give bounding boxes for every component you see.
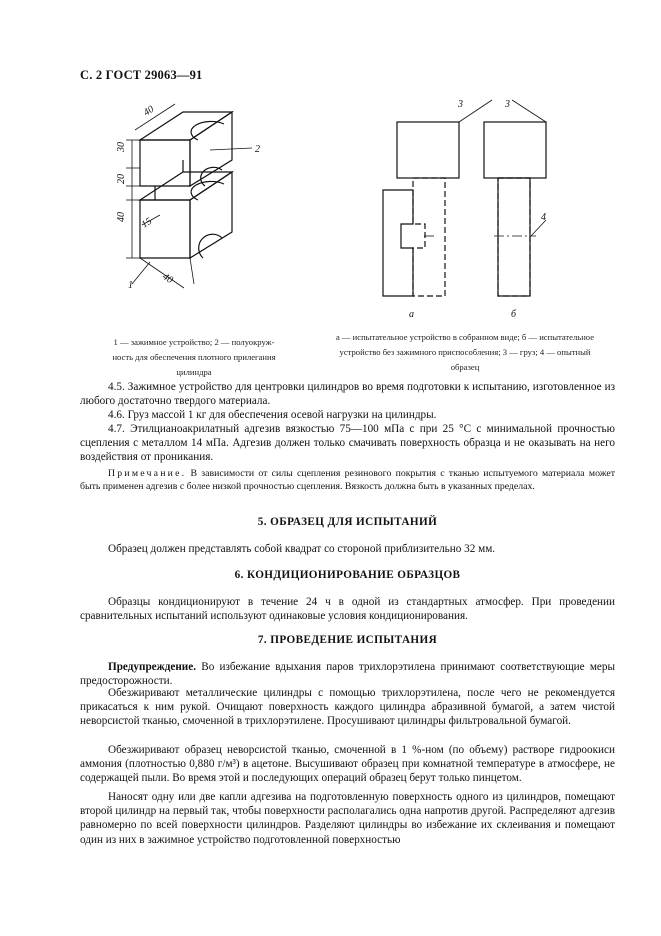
warning-text: Во избежание вдыхания паров трихлорэтилена принимают соответствующие меры предосторожности. [80,661,615,688]
figure1-caption-line2: ность для обеспечения плотного прилегания [112,352,276,362]
dim-30: 30 [116,142,127,152]
warning-label: Предупреждение. [108,661,197,673]
clamp-drawing [140,112,232,258]
page-header: С. 2 ГОСТ 29063—91 [80,68,203,82]
section-6-text: Образцы кондиционируют в течение 24 ч в одной из стандартных атмосфер. При проведении сравнительных испытаний используют одинаковые условия кондиционирования. [80,596,615,623]
dim-20: 20 [116,174,127,184]
section-5-title: 5. ОБРАЗЕЦ ДЛЯ ИСПЫТАНИЙ [257,516,438,528]
callout-2: 2 [255,144,260,155]
dim-15: 15 [139,215,155,231]
section-7-title: 7. ПРОВЕДЕНИЕ ИСПЫТАНИЯ [257,634,438,646]
note [80,467,615,493]
section-6-title: 6. КОНДИЦИОНИРОВАНИЕ ОБРАЗЦОВ [234,569,461,581]
figures [0,0,661,330]
section-5-text: Образец должен представлять собой квадрат со стороной приблизительно 32 мм. [108,543,496,555]
figure2-caption-line2: устройство без зажимного приспособления; 3 — груз; 4 — опытный [339,347,591,357]
callout-4: 4 [541,212,546,223]
callout-1: 1 [128,280,133,291]
assembled-device-drawing [383,100,492,296]
section-7-paragraph-1: Обезжиривают металлические цилиндры с помощью трихлорэтилена, после чего не рекомендуется прикасаться к ним рукой. Очищают поверхность каждого цилиндра абразивной бумагой, а затем чистой неворсистой тканью, смоченной в трихлорэтилене. Просушивают цилиндры фильтровальной бумагой. [80,687,615,728]
paragraph-4-5: 4.5. Зажимное устройство для центровки цилиндров во время подготовки к испытанию, изготовленное из любого достаточно твердого материала. [80,381,615,408]
callout-3a: 3 [458,99,463,110]
figure1-caption-line1: 1 — зажимное устройство; 2 — полуокруж- [113,337,275,347]
dim-40-bottom: 40 [160,271,175,286]
label-b: б [511,309,517,320]
figure2-caption-line3: образец [450,362,480,372]
callout-3b: 3 [505,99,510,110]
device-labels [409,99,546,320]
figure2-caption-line1: а — испытательное устройство в собранном виде; б — испытательное [335,332,595,342]
figure2-caption [310,330,620,375]
dim-40-left: 40 [116,212,127,222]
section-7-paragraph-2: Обезжиривают образец неворсистой тканью, смоченной в 1 %-ном (по объему) растворе гидроокиси аммония (плотностью 0,880 г/м³) в ацетоне. Высушивают образец при комнатной температуре в атмосфере, не содержащей пыли. Во время этой и последующих операций образец берут только пинцетом. [80,744,615,785]
section-7-paragraph-3: Наносят одну или две капли адгезива на подготовленную поверхность одного из цилиндров, помещают второй цилиндр на первый так, чтобы поверхности располагались одна напротив другой. Распределяют адгезив равномерно по всей поверхности цилиндров. Разделяют цилиндры во избежание их склеивания и помещают один из них в зажимное устройство подготовленной поверхностью [80,791,615,846]
note-label: Примечание. [108,468,187,479]
paragraph-4-6: 4.6. Груз массой 1 кг для обеспечения осевой нагрузки на цилиндры. [108,409,437,421]
dim-40-top: 40 [141,103,157,119]
label-a: а [409,309,414,320]
warning [80,660,615,688]
figure1-caption-line3: цилиндра [176,367,212,377]
paragraph-4-7: 4.7. Этилцианоакрилатный адгезив вязкостью 75—100 мПа с при 25 °С с минимальной прочностью сцепления с металлом 14 мПа. Адгезив должен только смачивать поверхность образца и не оказывать на него воздействия от проникания. [80,423,615,464]
device-without-clamp-drawing [484,100,546,296]
figure1-caption [78,335,310,380]
clamp-dimension-labels [116,104,260,291]
dimension-lines [126,104,252,288]
note-text: В зависимости от силы сцепления резинового покрытия с тканью испытуемого материала может быть применен адгезив с более низкой прочностью сцепления. Вязкость должна быть в указанных пределах. [80,468,615,493]
